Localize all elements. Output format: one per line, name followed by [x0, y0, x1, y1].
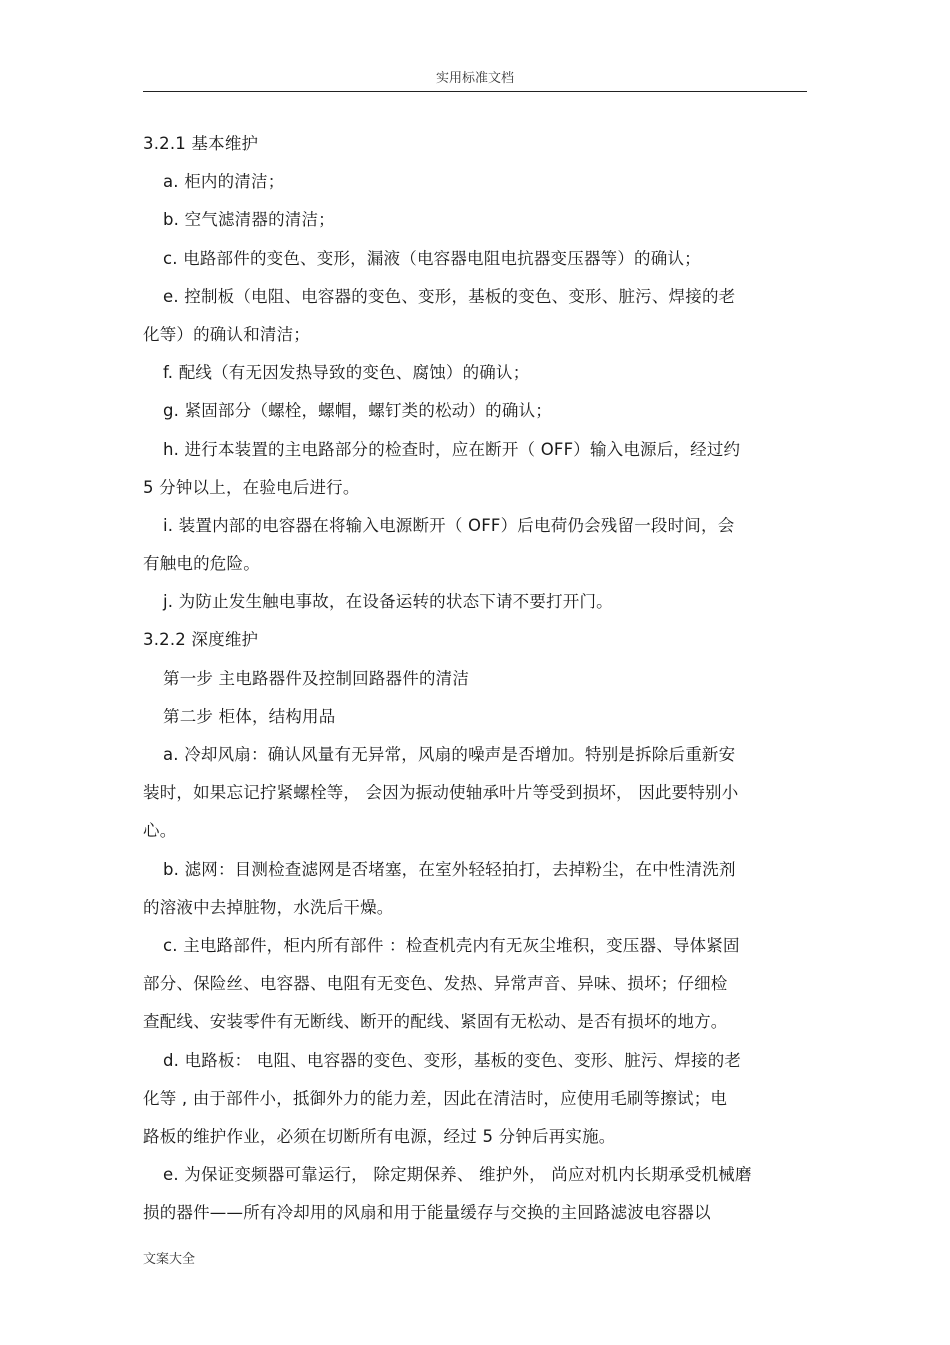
- text-line: 化等 , 由于部件小，抵御外力的能力差，因此在清洁时，应使用毛刷等擦试；电: [143, 1088, 728, 1108]
- page-header: 实用标准文档: [435, 71, 514, 86]
- text-line: 有触电的危险。: [143, 554, 260, 574]
- text-line: g. 紧固部分（螺栓，螺帽，螺钉类的松动）的确认；: [163, 401, 552, 421]
- text-line: c. 电路部件的变色、变形，漏液（电容器电阻电抗器变压器等）的确认；: [163, 248, 701, 268]
- document-body: [143, 125, 807, 1232]
- section-heading: 3.2.1 基本维护: [143, 134, 259, 153]
- text-line: 的溶液中去掉脏物，水洗后干燥。: [143, 897, 394, 917]
- text-line: a. 柜内的清洁；: [163, 172, 285, 192]
- text-line: e. 为保证变频器可靠运行， 除定期保养、 维护外， 尚应对机内长期承受机械磨: [163, 1165, 752, 1185]
- text-line: h. 进行本装置的主电路部分的检查时，应在断开（ OFF）输入电源后，经过约: [163, 439, 741, 459]
- text-line: 装时，如果忘记拧紧螺栓等， 会因为振动使轴承叶片等受到损坏， 因此要特别小: [143, 783, 739, 803]
- text-line: 损的器件——所有冷却用的风扇和用于能量缓存与交换的主回路滤波电容器以: [143, 1203, 711, 1223]
- text-line: a. 冷却风扇：确认风量有无异常，风扇的噪声是否增加。特别是拆除后重新安: [163, 745, 736, 764]
- text-line: 化等）的确认和清洁；: [143, 324, 310, 344]
- text-line: b. 滤网：目测检查滤网是否堵塞，在室外轻轻拍打，去掉粉尘，在中性清洗剂: [163, 859, 736, 879]
- text-line: 查配线、安装零件有无断线、断开的配线、紧固有无松动、是否有损坏的地方。: [143, 1012, 728, 1032]
- step-heading: 第二步 柜体，结构用品: [163, 706, 336, 726]
- text-line: d. 电路板： 电阻、电容器的变色、变形，基板的变色、变形、脏污、焊接的老: [163, 1050, 742, 1070]
- text-line: 部分、保险丝、电容器、电阻有无变色、发热、异常声音、异味、损坏；仔细检: [143, 974, 728, 994]
- text-line: 路板的维护作业，必须在切断所有电源，经过 5 分钟后再实施。: [143, 1126, 616, 1146]
- text-line: 心。: [143, 821, 177, 841]
- step-heading: 第一步 主电路器件及控制回路器件的清洁: [163, 668, 470, 688]
- text-line: f. 配线（有无因发热导致的变色、腐蚀）的确认；: [163, 363, 530, 383]
- text-line: 5 分钟以上，在验电后进行。: [143, 477, 360, 497]
- section-heading: 3.2.2 深度维护: [143, 630, 259, 650]
- text-line: c. 主电路部件，柜内所有部件 ：检查机壳内有无灰尘堆积，变压器、导体紧固: [163, 935, 740, 955]
- page-footer: 文案大全: [143, 1252, 196, 1267]
- text-line: e. 控制板（电阻、电容器的变色、变形，基板的变色、变形、脏污、焊接的老: [163, 286, 736, 306]
- header-divider: [143, 91, 807, 92]
- text-line: j. 为防止发生触电事故，在设备运转的状态下请不要打开门。: [163, 592, 613, 612]
- text-line: b. 空气滤清器的清洁；: [163, 210, 335, 230]
- text-line: i. 装置内部的电容器在将输入电源断开（ OFF）后电荷仍会残留一段时间，会: [163, 515, 735, 535]
